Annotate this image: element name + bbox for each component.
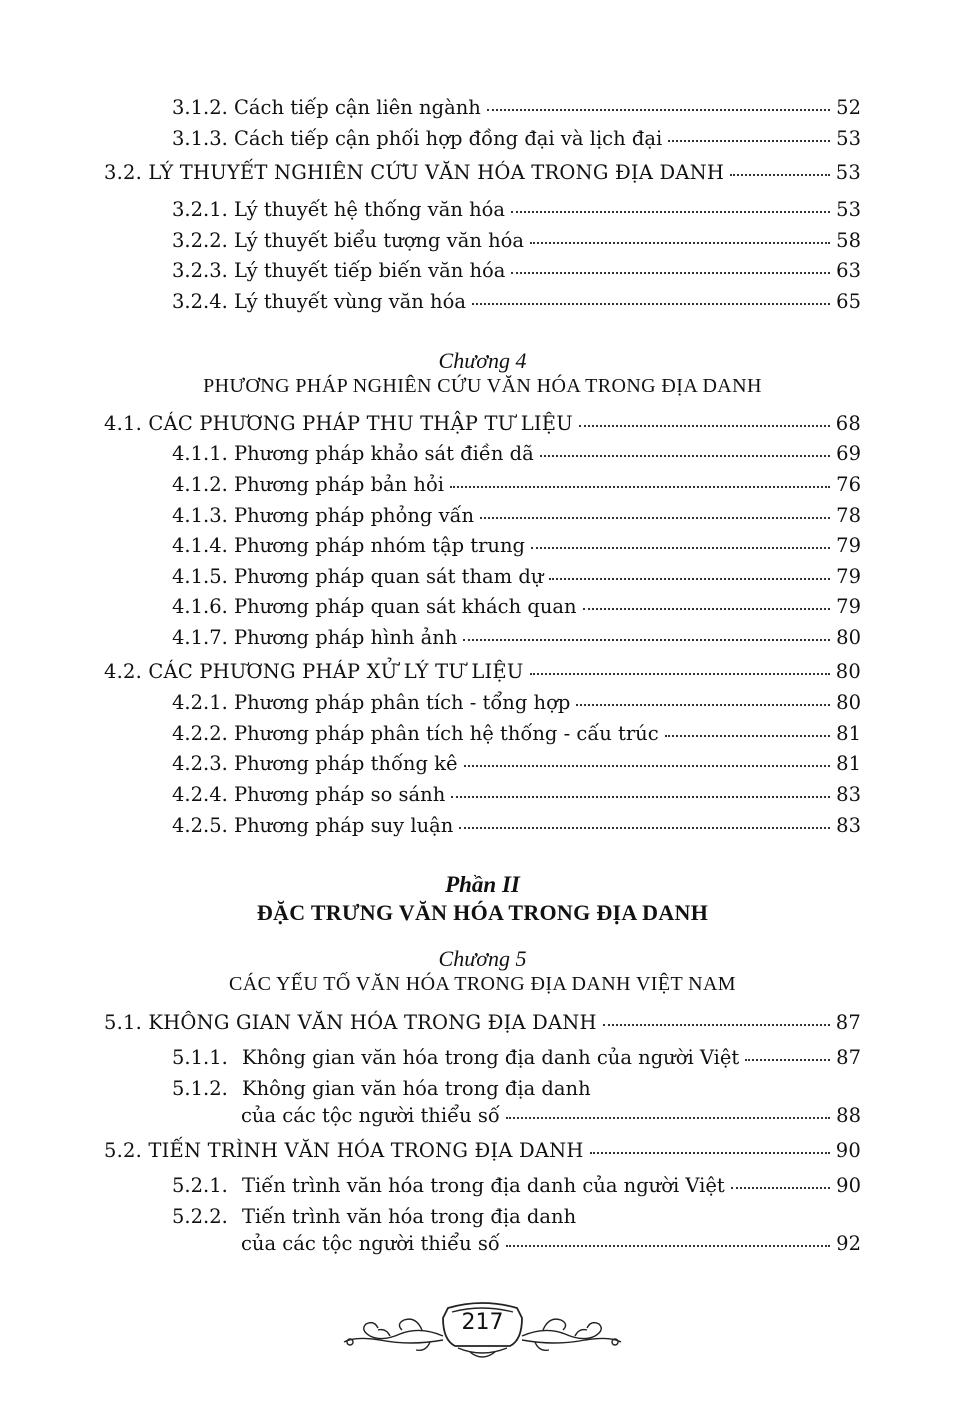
toc-entry[interactable] xyxy=(104,160,861,186)
toc-number: 4.1.3. xyxy=(172,504,228,527)
toc-entry-5-1-2-cont[interactable] xyxy=(241,1103,861,1129)
dot-leader xyxy=(459,826,830,829)
toc-page-number: 80 xyxy=(835,660,861,683)
dot-leader xyxy=(549,577,830,580)
toc-entry[interactable] xyxy=(172,197,861,223)
toc-page-number: 88 xyxy=(836,1104,861,1127)
toc-title: Lý thuyết tiếp biến văn hóa xyxy=(234,259,506,282)
toc-entry-5-1-2[interactable] xyxy=(172,1076,861,1102)
dot-leader xyxy=(511,210,830,213)
toc-title: Phương pháp phân tích - tổng hợp xyxy=(234,691,571,714)
toc-entry[interactable] xyxy=(172,441,861,467)
dot-leader xyxy=(731,1186,830,1189)
toc-page-number: 90 xyxy=(836,1174,861,1197)
toc-entry[interactable] xyxy=(172,594,861,620)
toc-page-number: 65 xyxy=(836,290,861,313)
toc-number: 4.1.1. xyxy=(172,442,228,465)
toc-number: 3.1.2. xyxy=(172,96,228,119)
toc-title: Phương pháp so sánh xyxy=(234,783,446,806)
toc-page-number: 83 xyxy=(836,783,861,806)
toc-entry[interactable] xyxy=(104,411,861,437)
toc-number: 3.2.2. xyxy=(172,229,228,252)
toc-page-number: 63 xyxy=(836,259,861,282)
dot-leader xyxy=(480,516,830,519)
toc-entry[interactable] xyxy=(172,721,861,747)
toc-title: CÁC PHƯƠNG PHÁP THU THẬP TƯ LIỆU xyxy=(148,412,573,435)
toc-entry-5-2-2[interactable] xyxy=(172,1204,861,1230)
toc-title: Phương pháp quan sát tham dự xyxy=(234,565,544,588)
toc-entry[interactable] xyxy=(172,258,861,284)
toc-title: Lý thuyết vùng văn hóa xyxy=(234,290,466,313)
toc-number: 4.1.4. xyxy=(172,534,228,557)
toc-title: Phương pháp phỏng vấn xyxy=(234,504,475,527)
dot-leader xyxy=(603,1023,830,1026)
chapter5-title: CÁC YẾU TỐ VĂN HÓA TRONG ĐỊA DANH VIỆT NAM xyxy=(228,973,736,995)
toc-entry[interactable] xyxy=(172,289,861,315)
toc-number: 5.2.2. xyxy=(172,1205,228,1228)
dot-leader xyxy=(464,764,831,767)
toc-page-number: 90 xyxy=(835,1139,861,1162)
toc-title: Cách tiếp cận phối hợp đồng đại và lịch đại xyxy=(234,127,663,150)
toc-entry[interactable] xyxy=(172,690,861,716)
toc-title: Phương pháp thống kê xyxy=(234,752,458,775)
toc-title: Phương pháp nhóm tập trung xyxy=(234,534,526,557)
toc-entry[interactable] xyxy=(172,126,861,152)
toc-entry[interactable] xyxy=(172,782,861,808)
toc-title: Lý thuyết biểu tượng văn hóa xyxy=(234,229,524,252)
toc-number: 4.1. xyxy=(104,412,143,435)
toc-number: 3.2.3. xyxy=(172,259,228,282)
toc-page-number: 81 xyxy=(836,752,861,775)
toc-entry-5-2-1[interactable] xyxy=(172,1173,861,1199)
toc-number: 4.2.5. xyxy=(172,814,228,837)
chapter4-title: PHƯƠNG PHÁP NGHIÊN CỨU VĂN HÓA TRONG ĐỊA DANH xyxy=(203,375,762,397)
dot-leader xyxy=(450,485,830,488)
dot-leader xyxy=(583,607,831,610)
toc-page-number: 68 xyxy=(835,412,861,435)
toc-title: KHÔNG GIAN VĂN HÓA TRONG ĐỊA DANH xyxy=(148,1011,597,1034)
dot-leader xyxy=(506,1116,830,1119)
toc-title-line1: Không gian văn hóa trong địa danh xyxy=(242,1077,591,1100)
toc-number: 4.1.2. xyxy=(172,473,228,496)
toc-entry[interactable] xyxy=(172,813,861,839)
toc-title: Phương pháp suy luận xyxy=(234,814,454,837)
dot-leader xyxy=(472,302,830,305)
toc-number: 4.1.7. xyxy=(172,626,228,649)
dot-leader xyxy=(730,173,830,176)
toc-title-line1: Tiến trình văn hóa trong địa danh xyxy=(242,1205,577,1228)
toc-page-number: 53 xyxy=(836,198,861,221)
toc-title: Tiến trình văn hóa trong địa danh của người Việt xyxy=(242,1174,725,1197)
dot-leader xyxy=(579,424,830,427)
toc-entry[interactable] xyxy=(104,659,861,685)
toc-page-number: 52 xyxy=(836,96,861,119)
toc-title-line2: của các tộc người thiểu số xyxy=(241,1104,500,1127)
toc-title: Không gian văn hóa trong địa danh của người Việt xyxy=(242,1046,740,1069)
toc-number: 3.2.1. xyxy=(172,198,228,221)
toc-entry[interactable] xyxy=(172,503,861,529)
toc-entry-5-2[interactable] xyxy=(104,1138,861,1164)
toc-page-number: 92 xyxy=(836,1232,861,1255)
chapter4-label: Chương 4 xyxy=(438,348,527,373)
toc-title: Phương pháp phân tích hệ thống - cấu trúc xyxy=(234,722,659,745)
toc-title: Phương pháp bản hỏi xyxy=(234,473,444,496)
toc-number: 5.1. xyxy=(104,1011,143,1034)
footer xyxy=(330,1296,635,1366)
toc-number: 5.1.2. xyxy=(172,1077,228,1100)
toc-entry[interactable] xyxy=(172,564,861,590)
dot-leader xyxy=(531,546,830,549)
toc-entry-5-2-2-cont[interactable] xyxy=(241,1231,861,1257)
dot-leader xyxy=(745,1058,830,1061)
toc-page-number: 79 xyxy=(836,595,861,618)
toc-title: LÝ THUYẾT NGHIÊN CỨU VĂN HÓA TRONG ĐỊA DANH xyxy=(148,161,725,184)
dot-leader xyxy=(540,454,830,457)
dot-leader xyxy=(451,795,830,798)
toc-number: 3.1.3. xyxy=(172,127,228,150)
dot-leader xyxy=(576,703,830,706)
toc-number: 4.1.5. xyxy=(172,565,228,588)
toc-page-number: 83 xyxy=(836,814,861,837)
toc-page-number: 81 xyxy=(836,722,861,745)
toc-page-number: 58 xyxy=(836,229,861,252)
toc-number: 4.2. xyxy=(104,660,143,683)
toc-title: Cách tiếp cận liên ngành xyxy=(234,96,481,119)
toc-title: Phương pháp khảo sát điền dã xyxy=(234,442,534,465)
toc-page-number: 80 xyxy=(836,691,861,714)
chapter5-label: Chương 5 xyxy=(438,946,527,971)
toc-title: Phương pháp quan sát khách quan xyxy=(234,595,577,618)
toc-title-line2: của các tộc người thiểu số xyxy=(241,1232,500,1255)
toc-number: 3.2. xyxy=(104,161,143,184)
toc-page-number: 79 xyxy=(836,534,861,557)
toc-page-number: 87 xyxy=(835,1011,861,1034)
toc-title: Lý thuyết hệ thống văn hóa xyxy=(234,198,506,221)
toc-page-number: 53 xyxy=(835,161,861,184)
toc-page-number: 53 xyxy=(836,127,861,150)
part2-label: Phần II xyxy=(445,872,520,897)
toc-entry-5-1[interactable] xyxy=(104,1010,861,1036)
toc-title: TIẾN TRÌNH VĂN HÓA TRONG ĐỊA DANH xyxy=(148,1139,584,1162)
toc-number: 4.2.4. xyxy=(172,783,228,806)
toc-number: 4.2.2. xyxy=(172,722,228,745)
toc-page-number: 69 xyxy=(836,442,861,465)
dot-leader xyxy=(665,734,831,737)
toc-entry[interactable] xyxy=(172,95,861,121)
toc-number: 4.2.1. xyxy=(172,691,228,714)
toc-entry[interactable] xyxy=(172,533,861,559)
toc-entry[interactable] xyxy=(172,625,861,651)
toc-page-number: 79 xyxy=(836,565,861,588)
page-number: 217 xyxy=(461,1310,504,1335)
dot-leader xyxy=(463,638,830,641)
toc-entry-5-1-1[interactable] xyxy=(172,1045,861,1071)
toc-page-number: 78 xyxy=(836,504,861,527)
toc-page-number: 87 xyxy=(836,1046,861,1069)
toc-title: CÁC PHƯƠNG PHÁP XỬ LÝ TƯ LIỆU xyxy=(148,660,524,683)
toc-title: Phương pháp hình ảnh xyxy=(234,626,458,649)
toc-entry[interactable] xyxy=(172,751,861,777)
toc-number: 5.2.1. xyxy=(172,1174,228,1197)
toc-number: 5.1.1. xyxy=(172,1046,228,1069)
toc-number: 4.1.6. xyxy=(172,595,228,618)
dot-leader xyxy=(511,271,830,274)
dot-leader xyxy=(668,139,830,142)
dot-leader xyxy=(506,1244,830,1247)
part2-title: ĐẶC TRƯNG VĂN HÓA TRONG ĐỊA DANH xyxy=(256,900,709,925)
dot-leader xyxy=(487,108,830,111)
dot-leader xyxy=(530,672,830,675)
toc-number: 4.2.3. xyxy=(172,752,228,775)
dot-leader xyxy=(590,1151,830,1154)
toc-number: 5.2. xyxy=(104,1139,143,1162)
toc-page-number: 76 xyxy=(836,473,861,496)
dot-leader xyxy=(530,241,830,244)
toc-entry[interactable] xyxy=(172,472,861,498)
toc-entry[interactable] xyxy=(172,228,861,254)
toc-page-number: 80 xyxy=(836,626,861,649)
toc-number: 3.2.4. xyxy=(172,290,228,313)
